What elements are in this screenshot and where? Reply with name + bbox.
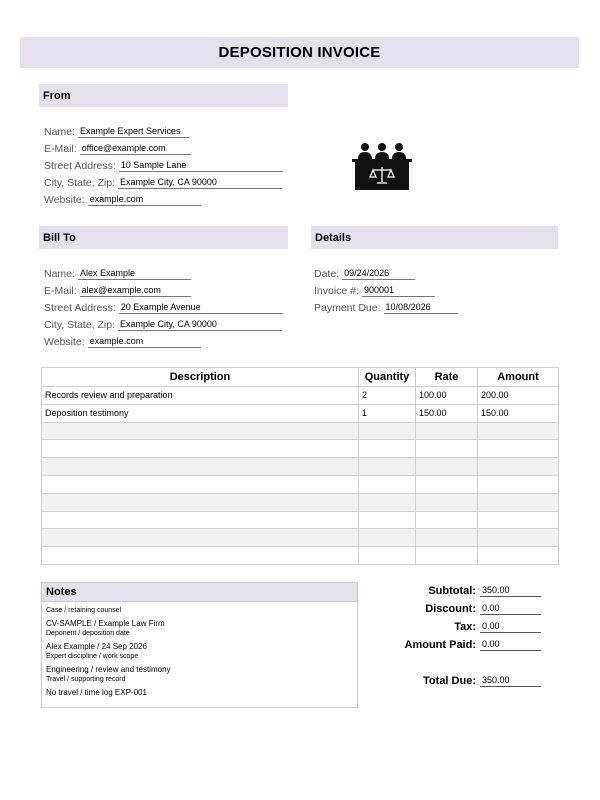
cell-quantity[interactable] (359, 458, 416, 476)
amount-paid-field[interactable] (376, 637, 541, 651)
bill-to-website-value[interactable]: example.com (88, 336, 201, 348)
cell-description[interactable] (42, 529, 359, 547)
cell-rate[interactable] (416, 529, 478, 547)
table-row (42, 458, 559, 476)
cell-amount[interactable]: 200.00 (478, 387, 559, 405)
from-website-field[interactable] (44, 192, 201, 206)
cell-quantity[interactable] (359, 493, 416, 511)
notes-line: CV-SAMPLE / Example Law Firm (46, 619, 165, 628)
cell-quantity[interactable] (359, 440, 416, 458)
cell-rate[interactable]: 150.00 (416, 404, 478, 422)
notes-line: Engineering / review and testimony (46, 665, 171, 674)
cell-amount[interactable] (478, 475, 559, 493)
bill-to-section-header (39, 226, 288, 249)
cell-quantity[interactable]: 2 (359, 387, 416, 405)
cell-rate[interactable] (416, 458, 478, 476)
cell-quantity[interactable] (359, 511, 416, 529)
table-header-row (42, 368, 559, 387)
notes-line: No travel / time log EXP-001 (46, 688, 147, 697)
bill-to-email-label: E-Mail: (44, 285, 77, 297)
total-due-label: Total Due: (423, 675, 476, 687)
from-email-label: E-Mail: (44, 143, 77, 155)
subtotal-field[interactable] (376, 583, 541, 597)
cell-quantity[interactable] (359, 547, 416, 565)
bill-to-city-value[interactable]: Example City, CA 90000 (118, 319, 282, 331)
bill-to-city-field[interactable] (44, 317, 282, 331)
from-street-field[interactable] (44, 158, 283, 172)
from-name-field[interactable] (44, 124, 189, 138)
table-row (42, 440, 559, 458)
invoice-date-label: Date: (314, 268, 340, 280)
bill-to-heading: Bill To (43, 231, 76, 244)
from-name-value[interactable]: Example Expert Services (78, 126, 189, 138)
cell-description[interactable] (42, 493, 359, 511)
cell-rate[interactable] (416, 475, 478, 493)
column-header-amount: Amount (478, 368, 559, 387)
cell-description[interactable] (42, 422, 359, 440)
cell-description[interactable] (42, 475, 359, 493)
cell-description[interactable] (42, 511, 359, 529)
line-items-table (41, 367, 559, 565)
cell-quantity[interactable] (359, 529, 416, 547)
notes-box (41, 582, 358, 708)
cell-description[interactable] (42, 440, 359, 458)
bill-to-street-value[interactable]: 20 Example Avenue (119, 302, 283, 314)
table-row (42, 387, 559, 405)
tax-label: Tax: (454, 621, 476, 633)
table-row (42, 511, 559, 529)
cell-description[interactable]: Deposition testimony (42, 404, 359, 422)
cell-rate[interactable] (416, 511, 478, 529)
invoice-title: DEPOSITION INVOICE (218, 44, 381, 61)
tax-field[interactable] (376, 619, 541, 633)
subtotal-label: Subtotal: (428, 585, 476, 597)
notes-line: Expert discipline / work scope (46, 653, 139, 660)
from-street-label: Street Address: (44, 160, 116, 172)
notes-line: Travel / supporting record (46, 676, 126, 683)
cell-amount[interactable] (478, 440, 559, 458)
cell-amount[interactable] (478, 529, 559, 547)
bill-to-city-label: City, State, Zip: (44, 319, 115, 331)
from-website-label: Website: (44, 194, 85, 206)
cell-amount[interactable] (478, 493, 559, 511)
notes-header (42, 583, 357, 602)
column-header-quantity: Quantity (359, 368, 416, 387)
column-header-rate: Rate (416, 368, 478, 387)
total-due-field[interactable] (376, 673, 541, 687)
table-row (42, 475, 559, 493)
table-row (42, 547, 559, 565)
bill-to-website-label: Website: (44, 336, 85, 348)
cell-rate[interactable] (416, 493, 478, 511)
from-website-value[interactable]: example.com (88, 194, 201, 206)
cell-amount[interactable] (478, 511, 559, 529)
invoice-title-bar (20, 37, 579, 68)
discount-label: Discount: (425, 603, 476, 615)
court-bench-scales-icon (352, 142, 412, 190)
cell-quantity[interactable]: 1 (359, 404, 416, 422)
cell-description[interactable]: Records review and preparation (42, 387, 359, 405)
payment-due-label: Payment Due: (314, 302, 381, 314)
cell-amount[interactable] (478, 422, 559, 440)
invoice-number-label: Invoice #: (314, 285, 359, 297)
from-name-label: Name: (44, 126, 75, 138)
from-section-header (39, 84, 288, 107)
payment-due-field[interactable] (314, 300, 458, 314)
payment-due-value[interactable]: 10/08/2026 (384, 302, 458, 314)
discount-value[interactable]: 0.00 (480, 603, 541, 615)
amount-paid-value[interactable]: 0.00 (480, 639, 541, 651)
cell-rate[interactable] (416, 440, 478, 458)
notes-line: Deponent / deposition date (46, 630, 130, 637)
bill-to-name-field[interactable] (44, 266, 191, 280)
table-row (42, 404, 559, 422)
invoice-number-value[interactable]: 900001 (362, 285, 435, 297)
cell-rate[interactable] (416, 547, 478, 565)
notes-body[interactable] (42, 602, 357, 702)
cell-quantity[interactable] (359, 422, 416, 440)
bill-to-street-field[interactable] (44, 300, 283, 314)
bill-to-street-label: Street Address: (44, 302, 116, 314)
column-header-description: Description (42, 368, 359, 387)
amount-paid-label: Amount Paid: (404, 639, 476, 651)
discount-field[interactable] (376, 601, 541, 615)
from-heading: From (43, 89, 71, 102)
bill-to-email-value[interactable]: alex@example.com (80, 285, 191, 297)
cell-description[interactable] (42, 458, 359, 476)
cell-amount[interactable]: 150.00 (478, 404, 559, 422)
bill-to-name-value[interactable]: Alex Example (78, 268, 191, 280)
from-email-field[interactable] (44, 141, 191, 155)
cell-quantity[interactable] (359, 475, 416, 493)
from-city-label: City, State, Zip: (44, 177, 115, 189)
notes-line: Alex Example / 24 Sep 2026 (46, 642, 147, 651)
cell-amount[interactable] (478, 547, 559, 565)
cell-rate[interactable]: 100.00 (416, 387, 478, 405)
from-email-value[interactable]: office@example.com (80, 143, 191, 155)
table-row (42, 493, 559, 511)
from-city-value[interactable]: Example City, CA 90000 (118, 177, 282, 189)
table-row (42, 529, 559, 547)
invoice-number-field[interactable] (314, 283, 435, 297)
cell-description[interactable] (42, 547, 359, 565)
total-due-value[interactable]: 350.00 (480, 675, 541, 687)
notes-heading: Notes (46, 586, 77, 598)
bill-to-website-field[interactable] (44, 334, 201, 348)
from-street-value[interactable]: 10 Sample Lane (119, 160, 283, 172)
subtotal-value[interactable]: 350.00 (480, 585, 541, 597)
bill-to-email-field[interactable] (44, 283, 191, 297)
cell-rate[interactable] (416, 422, 478, 440)
details-section-header (311, 226, 558, 249)
from-city-field[interactable] (44, 175, 282, 189)
tax-value[interactable]: 0.00 (480, 621, 541, 633)
cell-amount[interactable] (478, 458, 559, 476)
invoice-date-value[interactable]: 09/24/2026 (342, 268, 415, 280)
table-row (42, 422, 559, 440)
bill-to-name-label: Name: (44, 268, 75, 280)
notes-line: Case / retaining counsel (46, 607, 122, 614)
details-heading: Details (315, 231, 352, 244)
invoice-date-field[interactable] (314, 266, 415, 280)
